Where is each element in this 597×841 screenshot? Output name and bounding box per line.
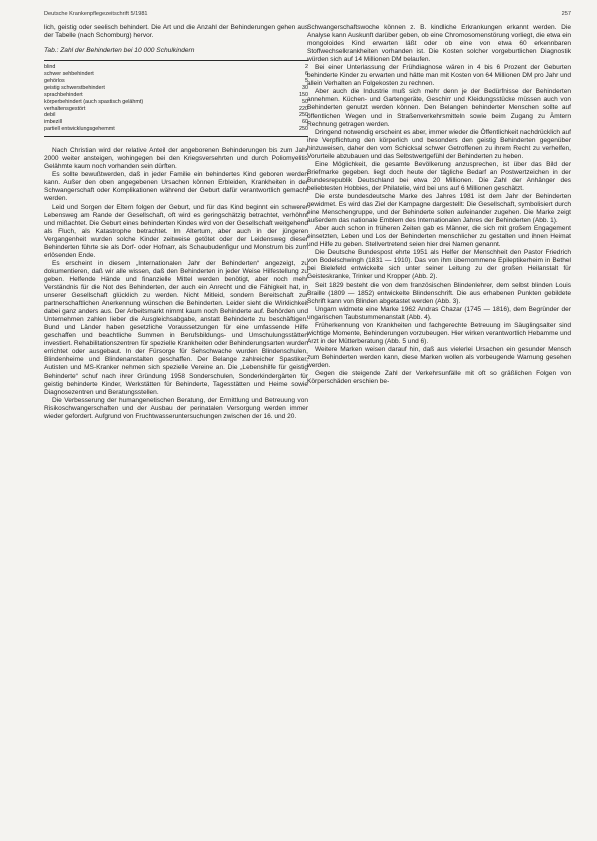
right-column (307, 24, 571, 386)
intro-paragraph: lich, geistig oder seelisch behindert. Die Art und die Anzahl der Behinderungen gehen aus der Tabelle (nach Schomburg) hervor. (44, 24, 308, 40)
table-row (44, 112, 308, 119)
table-row-label: imbezill (44, 119, 62, 126)
running-header (44, 8, 571, 20)
table-row-label: verhaltensgestört (44, 105, 86, 112)
table-row (44, 85, 308, 92)
table-row-label: blind (44, 64, 56, 71)
table-row-value: 220 (299, 105, 308, 112)
table-row (44, 71, 308, 78)
left-column (44, 24, 308, 421)
body-paragraph: Nach Christian wird der relative Anteil der angeborenen Behinderungen bis zum Jahr 2000 weiter ansteigen, wohingegen bei den Kriegsversehrten und durch Poliomyelitis Gelähmte kaum noch vorhanden sein dürften. (44, 147, 308, 171)
body-paragraph: Es sollte bewußtwerden, daß in jeder Familie ein behindertes Kind geboren werden kann. Außer den oben angegebenen Ursachen können Erbleiden, Krankheiten in der Schwangerschaft oder Komplikationen während der Geburt dafür verantwortlich gemacht werden. (44, 171, 308, 203)
table-row-label: partiell entwicklungsgehemmt (44, 126, 115, 133)
table-title: Tab.: Zahl der Behinderten bei 10 000 Schulkindern (44, 47, 195, 55)
table-row-label: gehörlos (44, 77, 65, 84)
body-paragraph: Aber auch schon in früheren Zeiten gab es Männer, die sich mit großem Engagement einsetzten, Leben und Los der Behinderten menschlicher zu gestalten und ihnen Heimat und Hilfe zu geben. Stellvertretend seien hier drei Namen genannt. (307, 225, 571, 249)
table-row-label: körperbehindert (auch spastisch gelähmt) (44, 98, 144, 105)
table-row (44, 119, 308, 126)
table-row-value: 5 (305, 77, 308, 84)
table-row-value: 2 (305, 64, 308, 71)
table-row (44, 78, 308, 85)
body-paragraph: Schwangerschaftswoche können z. B. kindliche Erkrankungen erkannt werden. Die Analyse kann Auskunft darüber geben, ob eine Chromosomenstörung vorliegt, die etwa ein mongoloides Kind erwarten läßt oder ob eine von etwa 60 erkennbaren Stoffwechselkrankheiten vorhanden ist. Die Kosten solcher vorgeburtlichen Diagnostik würden sich auf 14 Millionen DM belaufen. (307, 24, 571, 64)
body-paragraph: Die Deutsche Bundespost ehrte 1951 als Helfer der Menschheit den Pastor Friedrich von Bodelschwingh (1831 — 1910). Das von ihm übernommene Epileptikerheim in Bethel bei Bielefeld entwickelte sich unter seiner Leitung zu der großen Heilanstalt für Geisteskranke, Trinker und Kropper (Abb. 2). (307, 249, 571, 281)
body-paragraph: Weitere Marken weisen darauf hin, daß aus vielerlei Ursachen ein gesunder Mensch zum Behinderten werden kann, diese Marken wollen als vorbeugende Warnung gesehen werden. (307, 345, 571, 369)
table-row (44, 106, 308, 113)
body-paragraph: Ungarn widmete eine Marke 1962 Andras Chazar (1745 — 1816), dem Begründer der ungarischen Taubstummenanstalt (Abb. 4). (307, 305, 571, 321)
body-paragraph: Seit 1829 besteht die von dem französischen Blindenlehrer, dem selbst blinden Louis Braille (1809 — 1852) entwickelte Blindenschrift. Die aus erhabenen Punkten gebildete Schrift kann von Blinden abgetastet werden (Abb. 3). (307, 281, 571, 305)
table-row-value: 150 (299, 91, 308, 98)
table-row-label: schwer sehbehindert (44, 71, 94, 78)
body-paragraph: Bei einer Unterlassung der Frühdiagnose wären in 4 bis 6 Prozent der Geburten behinderte Kinder zu erwarten und hätte man mit Kosten von 64 Millionen DM pro Jahr und allein Verhalten an Folgekosten zu rechnen. (307, 64, 571, 88)
table-row-value: 60 (302, 119, 308, 126)
table-row (44, 99, 308, 106)
table-row-value: 250 (299, 126, 308, 133)
body-paragraph: Die Verbesserung der humangenetischen Beratung, der Ermittlung und Betreuung von Risikoschwangerschaften und der Ausbau der perinatalen Versorgung werden immer wieder gefordert. Aufgrund von Fruchtwasseruntersuchungen zwischen der 16. und 20. (44, 396, 308, 420)
table-row-value: 30 (302, 84, 308, 91)
table-row-label: geistig schwerstbehindert (44, 84, 105, 91)
page-number: 257 (561, 11, 571, 17)
disability-table (44, 64, 308, 133)
table-top-rule (44, 60, 308, 61)
table-row-value: 6 (305, 71, 308, 78)
table-row (44, 92, 308, 99)
table-row-label: sprachbehindert (44, 91, 83, 98)
body-paragraph: Aber auch die Industrie muß sich mehr denn je der Bedürfnisse der Behinderten annehmen. Küchen- und Gartengeräte, Geschirr und Kleidungsstücke müssen auch von Behinderten genutzt werden können. Den Belangen behinderter Menschen sollte auf öffentlichen Wegen und in Straßenverkehrsmitteln sowie beim Zugang zu Ämtern Rechnung getragen werden. (307, 88, 571, 128)
body-paragraph: Dringend notwendig erscheint es aber, immer wieder die Öffentlichkeit nachdrücklich auf ihre Verpflichtung den körperlich und besonders den geistig Behinderten gegenüber hinzuweisen, daher den vom Schicksal schwer Getroffenen zu ihrem Recht zu verhelfen, Vorurteile abzubauen und das Selbstwertgefühl der Behinderten zu heben. (307, 128, 571, 160)
journal-name: Deutsche Krankenpflegezeitschrift 5/1981 (44, 11, 148, 17)
body-paragraph: Eine Möglichkeit, die gesamte Bevölkerung anzusprechen, ist über das Bild der Briefmarke gegeben. liegt doch heute der tägliche Bedarf an Postwertzeichen in der Bundesrepublik Deutschland bei etwa 20 Millionen. Die Zahl der Anhänger des beliebtesten Hobbies, der Philatelie, wird bei uns auf 6 Millionen geschätzt. (307, 160, 571, 192)
body-paragraph: Es erscheint in diesem „Internationalen Jahr der Behinderten“ angezeigt, zu dokumentieren, daß wir alle wissen, daß den Behinderten in jeder Weise Hilfestellung zu geben. Helfende Hände und finanzielle Mittel werden benötigt, aber noch mehr Verständnis für die Not des Behinderten, der auch ein Anrecht und die Fähigkeit hat, in unserer Gesellschaft glücklich zu werden. Nicht Mitleid, sondern Bereitschaft zur partnerschaftlichen Anerkennung wünschen die Behinderten. Leider sieht die Wirklichkeit dabei ganz anders aus. Der Arbeitsmarkt nimmt kaum noch Behinderte auf. Behörden und Unternehmen zahlen lieber die Ausgleichsabgabe, anstatt Behinderte zu beschäftigen. Bund und Länder haben gesetzliche Voraussetzungen für eine umfassende Hilfe geschaffen und beachtliche Summen in Berufsbildungs- und Umschulungsstätten investiert. Rehabilitationszentren für spezielle Krankheiten oder Behinderungsarten wurden errichtet oder ausgebaut. In der Fürsorge für Sehschwache wurden Blindenschulen, Blindenheime und Blindenanstalten geschaffen. Der Belange zahlreicher Spastiker, Autisten und MS-Kranker nehmen sich spezielle Vereine an. Die „Lebenshilfe für geistig Behinderte“ schuf nach ihrer Gründung 1958 Sonderschulen, Sonderkindergärten für geistig behinderte Kinder, Werkstätten für Behinderte, Tagesstätten und Heime sowie Diagnosezentren und Beratungsstellen. (44, 259, 308, 396)
table-row-value: 250 (299, 112, 308, 119)
table-row (44, 126, 308, 133)
table-row (44, 64, 308, 71)
body-paragraph: Leid und Sorgen der Eltern folgen der Geburt, und für das Kind beginnt ein schwerer Lebensweg am Rande der Gesellschaft, oft wird es geringschätzig betrachtet, verhöhnt und mißachtet. Die Geburt eines behinderten Kindes wird von der Gesellschaft weitgehend als Fluch, als Katastrophe betrachtet. Im Altertum, aber auch in der jüngeren Vergangenheit wurden solche Kinder zeitweise getötet oder der Leidensweg dieser Behinderten führte sie als Dorf- oder Hofnarr, als Schaubudenfigur und Monstrum bis zum erlösenden Ende. (44, 203, 308, 259)
table-row-label: debil (44, 112, 56, 119)
body-paragraph: Früherkennung von Krankheiten und fachgerechte Betreuung im Säuglingsalter sind wichtige Momente, Behinderungen vorzubeugen. Hier wirken verantwortlich Hebamme und Arzt in der Mütterberatung (Abb. 5 und 6). (307, 321, 571, 345)
body-paragraph: Die erste bundesdeutsche Marke des Jahres 1981 ist dem Jahr der Behinderten gewidmet. Es wird das Ziel der Kampagne dargestellt: Die Gesellschaft, symbolisiert durch eine Menschengruppe, und der Behinderte sollen aufeinander zugehen. Die Marke zeigt außerdem das nationale Emblem des Internationalen Jahres der Behinderten (Abb. 1). (307, 192, 571, 225)
body-paragraph: Gegen die steigende Zahl der Verkehrsunfälle mit oft so gräßlichen Folgen von Körperschäden erschien be- (307, 370, 571, 386)
table-row-value: 50 (302, 98, 308, 105)
